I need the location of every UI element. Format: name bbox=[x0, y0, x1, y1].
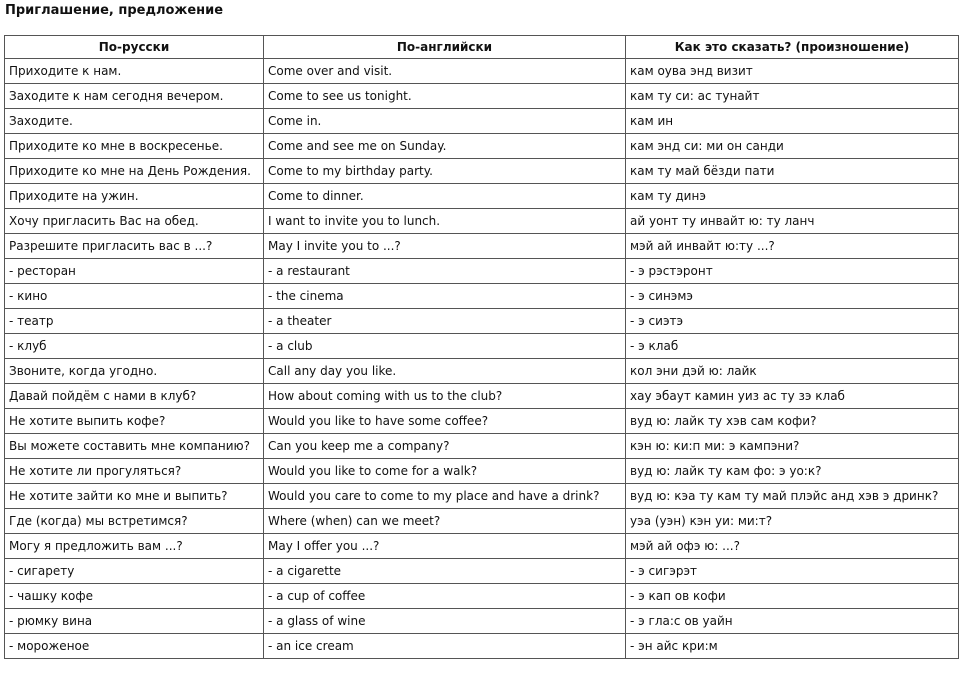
english-cell: Come to see us tonight. bbox=[264, 84, 626, 109]
russian-cell: - ресторан bbox=[5, 259, 264, 284]
russian-cell: Приходите ко мне на День Рождения. bbox=[5, 159, 264, 184]
russian-cell: - рюмку вина bbox=[5, 609, 264, 634]
english-cell: May I offer you ...? bbox=[264, 534, 626, 559]
table-header-row bbox=[5, 36, 959, 59]
russian-cell: - мороженое bbox=[5, 634, 264, 659]
russian-cell: Разрешите пригласить вас в ...? bbox=[5, 234, 264, 259]
pronunciation-cell: кам оува энд визит bbox=[626, 59, 959, 84]
table-row bbox=[5, 359, 959, 384]
pronunciation-cell: уэа (уэн) кэн уи: ми:т? bbox=[626, 509, 959, 534]
pronunciation-cell: вуд ю: кэа ту кам ту май плэйс анд хэв э дринк? bbox=[626, 484, 959, 509]
russian-cell: - клуб bbox=[5, 334, 264, 359]
pronunciation-cell: - эн айс кри:м bbox=[626, 634, 959, 659]
russian-cell: - кино bbox=[5, 284, 264, 309]
english-cell: Come and see me on Sunday. bbox=[264, 134, 626, 159]
pronunciation-cell: - э сиэтэ bbox=[626, 309, 959, 334]
russian-cell: Не хотите зайти ко мне и выпить? bbox=[5, 484, 264, 509]
pronunciation-cell: - э гла:с ов уайн bbox=[626, 609, 959, 634]
english-cell: I want to invite you to lunch. bbox=[264, 209, 626, 234]
russian-cell: Приходите на ужин. bbox=[5, 184, 264, 209]
russian-cell: Приходите к нам. bbox=[5, 59, 264, 84]
english-cell: May I invite you to ...? bbox=[264, 234, 626, 259]
pronunciation-cell: кам ту динэ bbox=[626, 184, 959, 209]
table-row bbox=[5, 434, 959, 459]
table-row bbox=[5, 259, 959, 284]
english-cell: - a cigarette bbox=[264, 559, 626, 584]
russian-cell: - сигарету bbox=[5, 559, 264, 584]
english-cell: - a club bbox=[264, 334, 626, 359]
russian-cell: Хочу пригласить Вас на обед. bbox=[5, 209, 264, 234]
table-row bbox=[5, 109, 959, 134]
pronunciation-cell: хау эбаут камин уиз ас ту зэ клаб bbox=[626, 384, 959, 409]
pronunciation-cell: - э сигэрэт bbox=[626, 559, 959, 584]
pronunciation-cell: кам ту си: ас тунайт bbox=[626, 84, 959, 109]
pronunciation-cell: ай уонт ту инвайт ю: ту ланч bbox=[626, 209, 959, 234]
english-cell: Come in. bbox=[264, 109, 626, 134]
russian-cell: Заходите к нам сегодня вечером. bbox=[5, 84, 264, 109]
table-row bbox=[5, 609, 959, 634]
english-cell: How about coming with us to the club? bbox=[264, 384, 626, 409]
pronunciation-cell: - э кап ов кофи bbox=[626, 584, 959, 609]
russian-cell: Могу я предложить вам ...? bbox=[5, 534, 264, 559]
table-row bbox=[5, 584, 959, 609]
pronunciation-cell: кам ин bbox=[626, 109, 959, 134]
page-title: Приглашение, предложение bbox=[5, 3, 224, 18]
russian-cell: Не хотите ли прогуляться? bbox=[5, 459, 264, 484]
table-row bbox=[5, 159, 959, 184]
english-cell: Come to dinner. bbox=[264, 184, 626, 209]
table-row bbox=[5, 534, 959, 559]
english-cell: - a cup of coffee bbox=[264, 584, 626, 609]
table-row bbox=[5, 334, 959, 359]
pronunciation-cell: - э рэстэронт bbox=[626, 259, 959, 284]
english-cell: Can you keep me a company? bbox=[264, 434, 626, 459]
english-cell: Where (when) can we meet? bbox=[264, 509, 626, 534]
table-row bbox=[5, 184, 959, 209]
table-row bbox=[5, 84, 959, 109]
table-row bbox=[5, 284, 959, 309]
russian-cell: Приходите ко мне в воскресенье. bbox=[5, 134, 264, 159]
russian-cell: Звоните, когда угодно. bbox=[5, 359, 264, 384]
english-cell: Would you care to come to my place and have a drink? bbox=[264, 484, 626, 509]
pronunciation-cell: мэй ай инвайт ю:ту ...? bbox=[626, 234, 959, 259]
table-row bbox=[5, 209, 959, 234]
table-row bbox=[5, 559, 959, 584]
table-row bbox=[5, 59, 959, 84]
table-row bbox=[5, 234, 959, 259]
russian-cell: - театр bbox=[5, 309, 264, 334]
english-cell: - an ice cream bbox=[264, 634, 626, 659]
russian-cell: Давай пойдём с нами в клуб? bbox=[5, 384, 264, 409]
pronunciation-cell: - э синэмэ bbox=[626, 284, 959, 309]
header-pronunciation: Как это сказать? (произношение) bbox=[626, 36, 959, 59]
pronunciation-cell: кам энд си: ми он санди bbox=[626, 134, 959, 159]
pronunciation-cell: мэй ай офэ ю: ...? bbox=[626, 534, 959, 559]
phrase-table bbox=[4, 35, 959, 659]
table-row bbox=[5, 634, 959, 659]
russian-cell: Не хотите выпить кофе? bbox=[5, 409, 264, 434]
russian-cell: Заходите. bbox=[5, 109, 264, 134]
table-row bbox=[5, 509, 959, 534]
pronunciation-cell: кол эни дэй ю: лайк bbox=[626, 359, 959, 384]
english-cell: Would you like to come for a walk? bbox=[264, 459, 626, 484]
table-row bbox=[5, 459, 959, 484]
table-row bbox=[5, 409, 959, 434]
english-cell: - a glass of wine bbox=[264, 609, 626, 634]
english-cell: - a theater bbox=[264, 309, 626, 334]
russian-cell: Вы можете составить мне компанию? bbox=[5, 434, 264, 459]
header-russian: По-русски bbox=[5, 36, 264, 59]
english-cell: Come over and visit. bbox=[264, 59, 626, 84]
pronunciation-cell: кам ту май бёзди пати bbox=[626, 159, 959, 184]
english-cell: Call any day you like. bbox=[264, 359, 626, 384]
english-cell: Come to my birthday party. bbox=[264, 159, 626, 184]
english-cell: - a restaurant bbox=[264, 259, 626, 284]
english-cell: Would you like to have some coffee? bbox=[264, 409, 626, 434]
table-row bbox=[5, 134, 959, 159]
pronunciation-cell: вуд ю: лайк ту хэв сам кофи? bbox=[626, 409, 959, 434]
pronunciation-cell: - э клаб bbox=[626, 334, 959, 359]
table-row bbox=[5, 309, 959, 334]
header-english: По-английски bbox=[264, 36, 626, 59]
russian-cell: - чашку кофе bbox=[5, 584, 264, 609]
table-row bbox=[5, 484, 959, 509]
table-row bbox=[5, 384, 959, 409]
russian-cell: Где (когда) мы встретимся? bbox=[5, 509, 264, 534]
pronunciation-cell: кэн ю: ки:п ми: э кампэни? bbox=[626, 434, 959, 459]
english-cell: - the cinema bbox=[264, 284, 626, 309]
pronunciation-cell: вуд ю: лайк ту кам фо: э уо:к? bbox=[626, 459, 959, 484]
